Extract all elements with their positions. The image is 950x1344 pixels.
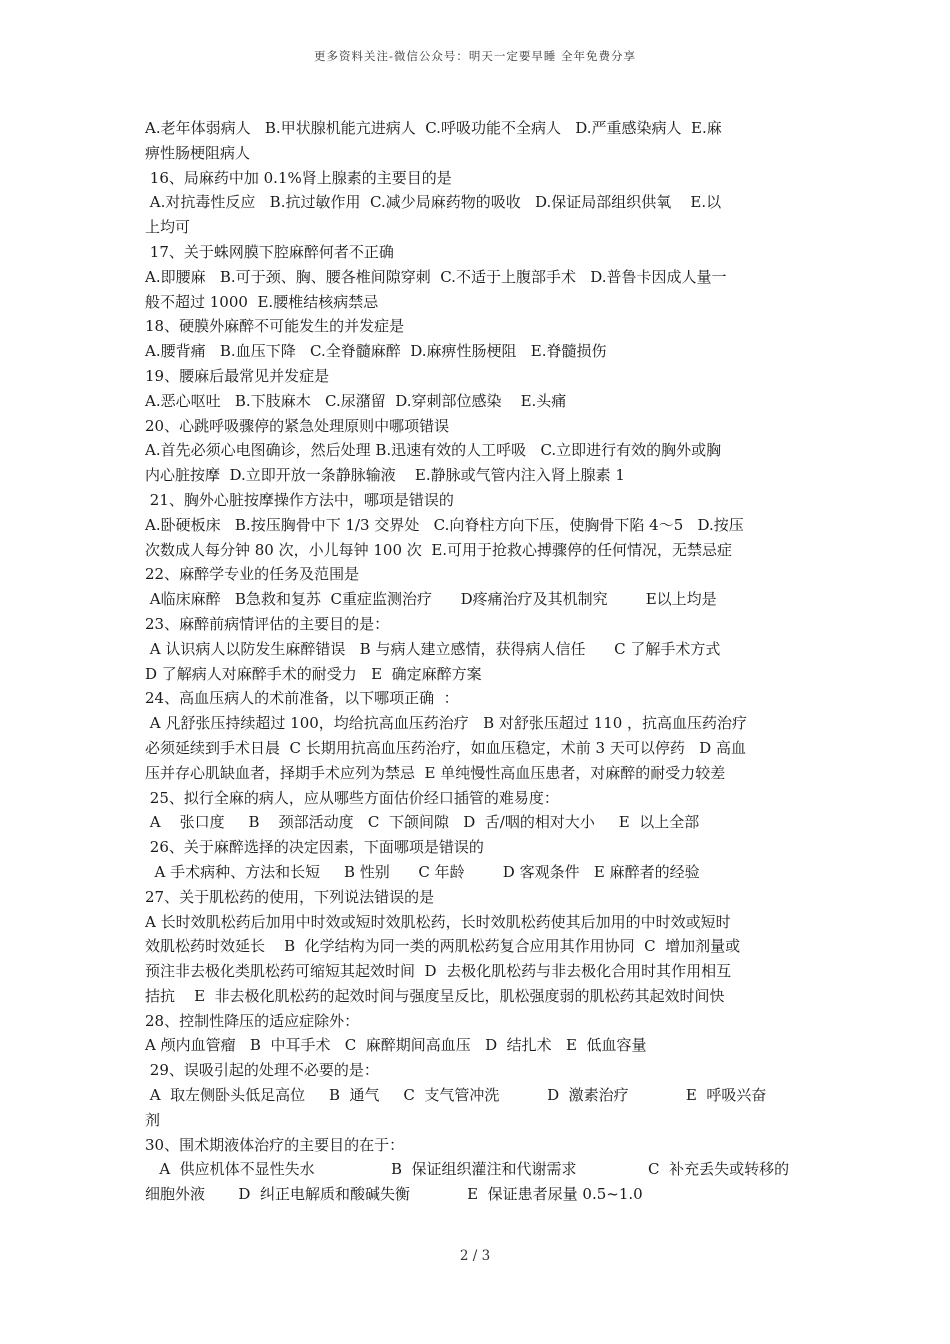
text-line: 16、局麻药中加 0.1%肾上腺素的主要目的是 <box>145 168 452 187</box>
text-line: 细胞外液 D 纠正电解质和酸碱失衡 E 保证患者尿量 0.5~1.0 <box>145 1185 643 1204</box>
text-line: 剂 <box>145 1110 161 1129</box>
text-line: A 供应机体不显性失水 B 保证组织灌注和代谢需求 C 补充丢失或转移的 <box>145 1160 790 1179</box>
text-line: D 了解病人对麻醉手术的耐受力 E 确定麻醉方案 <box>145 664 482 683</box>
text-line: A 认识病人以防发生麻醉错误 B 与病人建立感情，获得病人信任 C 了解手术方式 <box>145 639 721 658</box>
document-body <box>145 116 810 1207</box>
text-line: A临床麻醉 B急救和复苏 C重症监测治疗 D疼痛治疗及其机制究 E以上均是 <box>145 590 717 609</box>
text-line: 22、麻醉学专业的任务及范围是 <box>145 565 360 584</box>
text-line: A.腰背痛 B.血压下降 C.全脊髓麻醉 D.麻痹性肠梗阻 E.脊髓损伤 <box>145 342 607 361</box>
text-line: 24、高血压病人的术前准备，以下哪项正确 ： <box>145 689 459 708</box>
text-line: A.对抗毒性反应 B.抗过敏作用 C.减少局麻药物的吸收 D.保证局部组织供氧 E.以 <box>145 193 722 212</box>
text-line: 29、误吸引起的处理不必要的是： <box>145 1061 379 1080</box>
text-line: 压并存心肌缺血者，择期手术应列为禁忌 E 单纯慢性高血压患者，对麻醉的耐受力较差 <box>145 763 726 782</box>
text-line: 19、腰麻后最常见并发症是 <box>145 366 330 385</box>
text-line: 拮抗 E 非去极化肌松药的起效时间与强度呈反比，肌松强度弱的肌松药其起效时间快 <box>145 986 725 1005</box>
text-line: 26、关于麻醉选择的决定因素，下面哪项是错误的 <box>145 838 484 857</box>
text-line: A.恶心呕吐 B.下肢麻木 C.尿潴留 D.穿刺部位感染 E.头痛 <box>145 391 567 410</box>
text-line: A 取左侧卧头低足高位 B 通气 C 支气管冲洗 D 激素治疗 E 呼吸兴奋 <box>145 1086 767 1105</box>
text-line: 上均可 <box>145 218 191 237</box>
text-line: A 凡舒张压持续超过 100，均给抗高血压药治疗 B 对舒张压超过 110 ，抗高血压药治疗 <box>145 714 748 733</box>
text-line: A.首先必须心电图确诊，然后处理 B.迅速有效的人工呼吸 C.立即进行有效的胸外或胸 <box>145 441 722 460</box>
text-line: A.卧硬板床 B.按压胸骨中下 1/3 交界处 C.向脊柱方向下压，使胸骨下陷 4～5 D.按压 <box>145 515 744 534</box>
text-line: A.即腰麻 B.可于颈、胸、腰各椎间隙穿刺 C.不适于上腹部手术 D.普鲁卡因成人量一 <box>145 267 727 286</box>
text-line: 效肌松药时效延长 B 化学结构为同一类的两肌松药复合应用其作用协同 C 增加剂量或 <box>145 937 741 956</box>
page-header: 更多资料关注-微信公众号：明天一定要早睡 全年免费分享 <box>313 49 637 63</box>
text-line: A 颅内血管瘤 B 中耳手术 C 麻醉期间高血压 D 结扎术 E 低血容量 <box>145 1036 647 1055</box>
text-line: 20、心跳呼吸骤停的紧急处理原则中哪项错误 <box>145 416 450 435</box>
text-line: 17、关于蛛网膜下腔麻醉何者不正确 <box>145 242 394 261</box>
text-line: A 长时效肌松药后加用中时效或短时效肌松药，长时效肌松药使其后加用的中时效或短时 <box>145 912 731 931</box>
text-line: A.老年体弱病人 B.甲状腺机能亢进病人 C.呼吸功能不全病人 D.严重感染病人 E.麻 <box>145 119 722 137</box>
text-line: 预注非去极化类肌松药可缩短其起效时间 D 去极化肌松药与非去极化合用时其作用相互 <box>145 962 732 981</box>
text-line: 27、关于肌松药的使用，下列说法错误的是 <box>145 887 435 906</box>
text-line: 般不超过 1000 E.腰椎结核病禁忌 <box>145 292 379 311</box>
text-line: 必须延续到手术日晨 C 长期用抗高血压药治疗，如血压稳定，术前 3 天可以停药 D 高血 <box>145 738 746 757</box>
text-line: 30、围术期液体治疗的主要目的在于： <box>145 1135 405 1154</box>
text-line: A 张口度 B 颈部活动度 C 下颌间隙 D 舌/咽的相对大小 E 以上全部 <box>145 813 700 832</box>
text-line: 28、控制性降压的适应症除外： <box>145 1011 360 1030</box>
text-line: 25、拟行全麻的病人，应从哪些方面估价经口插管的难易度： <box>145 788 559 807</box>
text-line: 18、硬膜外麻醉不可能发生的并发症是 <box>145 317 405 336</box>
text-line: 21、胸外心脏按摩操作方法中，哪项是错误的 <box>145 490 454 509</box>
text-line: 痹性肠梗阻病人 <box>145 143 251 162</box>
text-line: 次数成人每分钟 80 次，小儿每钟 100 次 E.可用于抢救心搏骤停的任何情况，无禁忌症 <box>145 540 733 559</box>
text-line: 23、麻醉前病情评估的主要目的是： <box>145 614 390 633</box>
text-line: A 手术病种、方法和长短 B 性别 C 年龄 D 客观条件 E 麻醉者的经验 <box>145 862 700 881</box>
text-line: 内心脏按摩 D.立即开放一条静脉输液 E.静脉或气管内注入肾上腺素 1 <box>145 466 625 485</box>
page-number: 2 / 3 <box>459 1248 491 1264</box>
